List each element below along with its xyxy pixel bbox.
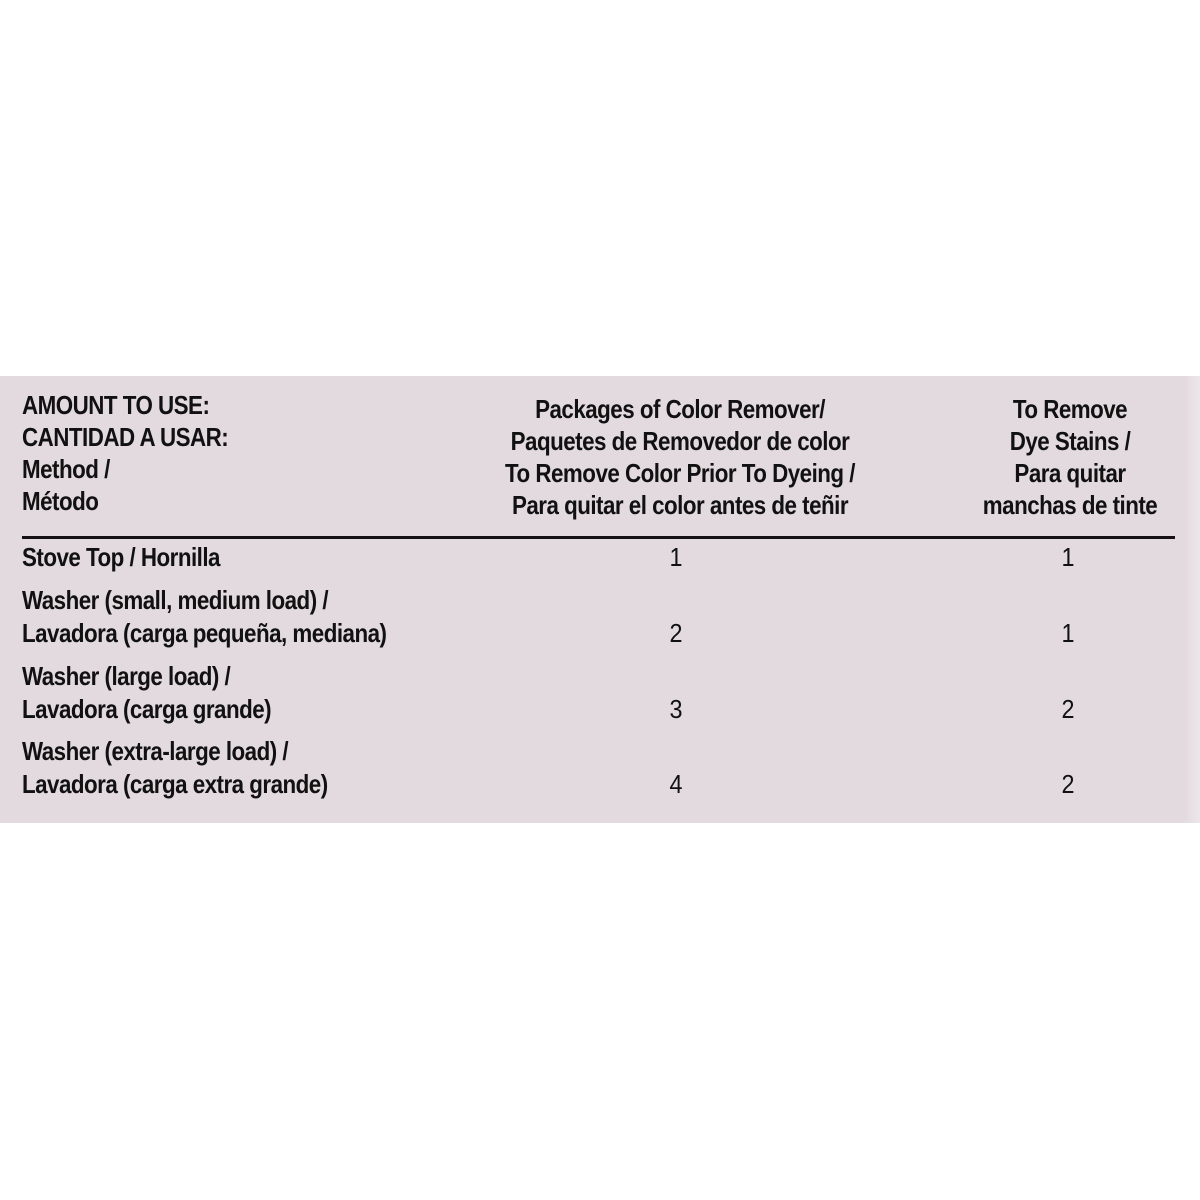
header-packages-line: Para quitar el color antes de teñir: [511, 490, 849, 520]
row-stains-value: 1: [1061, 542, 1075, 572]
row-stains-value: 1: [1061, 618, 1075, 648]
row-method: [22, 584, 386, 650]
row-stains-value: 2: [1061, 769, 1075, 799]
header-method-line: Método: [22, 486, 99, 516]
row-stains-value: 2: [1061, 694, 1075, 724]
row-packages-value: 2: [669, 618, 683, 648]
header-stains-line: To Remove: [1012, 394, 1128, 424]
table-row: [0, 541, 1200, 574]
row-method: [22, 541, 220, 574]
header-packages-line: Packages of Color Remover/: [535, 394, 825, 424]
row-method-line: Washer (extra-large load) /: [22, 736, 289, 766]
header-method: [22, 389, 228, 517]
header-packages-line: Paquetes de Removedor de color: [510, 426, 850, 456]
table-row: [0, 660, 1200, 726]
table-row: [0, 735, 1200, 801]
table-row: [0, 584, 1200, 650]
header-divider: [22, 536, 1175, 539]
row-packages-value: 4: [669, 769, 683, 799]
header-stains-line: Para quitar: [1014, 458, 1126, 488]
header-dye-stains: [958, 393, 1182, 521]
header-method-line: CANTIDAD A USAR:: [22, 422, 229, 452]
header-stains-line: manchas de tinte: [982, 490, 1158, 520]
row-method: [22, 735, 328, 801]
header-method-line: Method /: [22, 454, 110, 484]
row-method-line: Washer (small, medium load) /: [22, 585, 329, 615]
row-method-line: Washer (large load) /: [22, 661, 231, 691]
row-method-line: Stove Top / Hornilla: [22, 542, 220, 572]
row-method: [22, 660, 271, 726]
amount-to-use-table: [0, 376, 1200, 823]
header-method-line: AMOUNT TO USE:: [22, 390, 210, 420]
header-stains-line: Dye Stains /: [1009, 426, 1131, 456]
row-method-line: Lavadora (carga extra grande): [22, 769, 328, 799]
row-method-line: Lavadora (carga grande): [22, 694, 272, 724]
row-method-line: Lavadora (carga pequeña, mediana): [22, 618, 387, 648]
header-packages: [491, 393, 869, 521]
row-packages-value: 1: [669, 542, 683, 572]
row-packages-value: 3: [669, 694, 683, 724]
header-packages-line: To Remove Color Prior To Dyeing /: [505, 458, 855, 488]
